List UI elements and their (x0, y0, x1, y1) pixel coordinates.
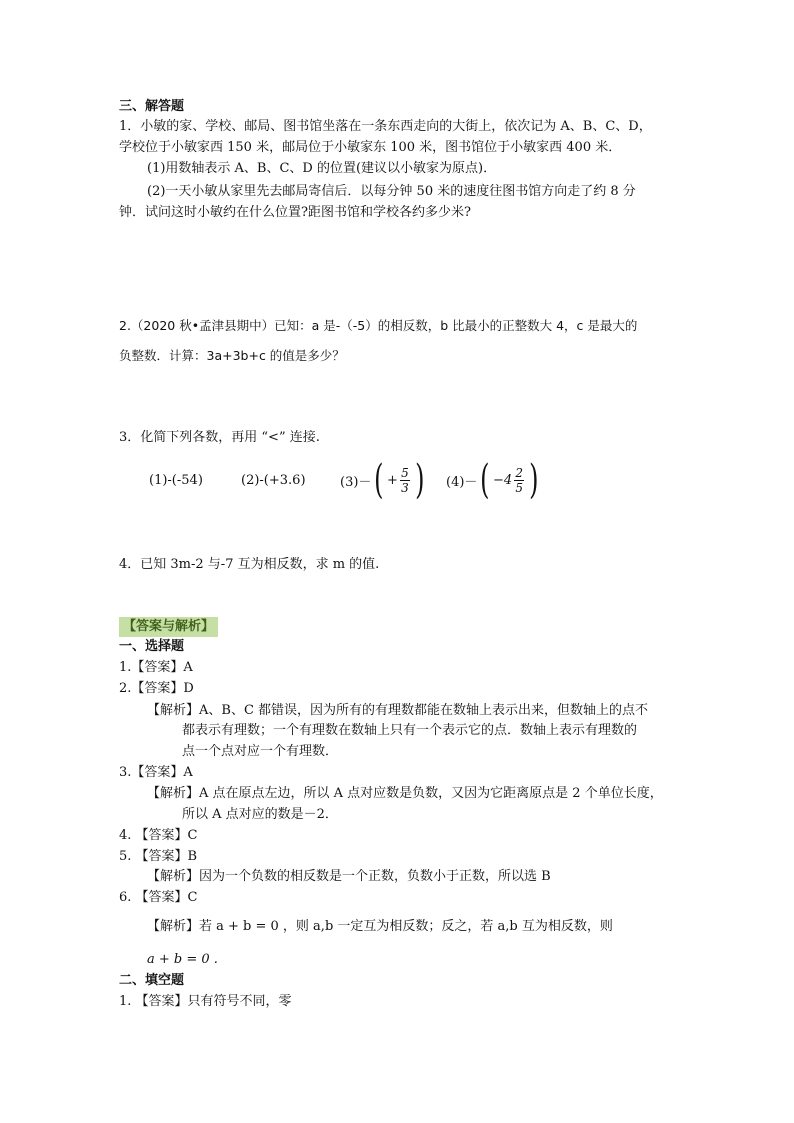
answer-5-exp: 【解析】因为一个负数的相反数是一个正数，负数小于正数，所以选 B (147, 869, 551, 884)
q1-line-5: 钟．试问这时小敏约在什么位置?距图书馆和学校各约多少米? (119, 205, 471, 220)
q3-item-4: (4)－ ( −4 $\frac{2}{5}$ ) (446, 457, 539, 503)
q1-line-1: 1．小敏的家、学校、邮局、图书馆坐落在一条东西走向的大街上，依次记为 A、B、C、D， (119, 119, 652, 134)
q4-line-1: 4．已知 3m-2 与-7 互为相反数，求 m 的值. (119, 557, 380, 572)
q3-line-1: 3．化简下列各数，再用 “<” 连接. (119, 430, 320, 445)
q1-line-4: (2)一天小敏从家里先去邮局寄信后．以每分钟 50 米的速度往图书馆方向走了约 8 分 (147, 184, 636, 199)
q1-line-2: 学校位于小敏家西 150 米，邮局位于小敏家东 100 米，图书馆位于小敏家西 400 米． (119, 140, 622, 155)
fill-answer-1: 1. 【答案】只有符号不同，零 (119, 994, 292, 1009)
answer-2-exp-2: 都表示有理数；一个有理数在数轴上只有一个表示它的点．数轴上表示有理数的 (182, 723, 638, 738)
answer-6: 6. 【答案】C (119, 890, 198, 905)
q2-line-1: 2.（2020 秋•孟津县期中）已知：a 是-（-5）的相反数，b 比最小的正整数大 4，c 是最大的 (119, 318, 638, 333)
answer-2: 2.【答案】D (119, 681, 194, 696)
q2-line-2: 负整数．计算：3a+3b+c 的值是多少？ (119, 348, 345, 363)
q3-item-3: (3)－ ( + $\frac{5}{3}$ ) (340, 457, 425, 503)
answers-part2-title: 二、填空题 (119, 973, 185, 988)
answer-3-exp-2: 所以 A 点对应的数是－2． (182, 807, 338, 822)
q3-item-1: (1)-(-54) (149, 472, 203, 488)
answer-2-exp-1: 【解析】A、B、C 都错误，因为所有的有理数都能在数轴上表示出来，但数轴上的点不 (147, 703, 649, 718)
answer-4: 4. 【答案】C (119, 828, 198, 843)
q1-line-3: (1)用数轴表示 A、B、C、D 的位置(建议以小敏家为原点)． (147, 161, 497, 176)
answers-part1-title: 一、选择题 (119, 639, 185, 654)
answer-1: 1.【答案】A (119, 660, 193, 675)
answer-2-exp-3: 点一个点对应一个有理数． (182, 744, 339, 759)
answers-tag: 【答案与解析】 (119, 617, 218, 637)
answer-5: 5. 【答案】B (119, 849, 198, 864)
answer-6-exp-2: a + b = 0 . (147, 952, 218, 967)
answer-6-exp-1: 【解析】若 a + b = 0 ，则 a,b 一定互为相反数；反之，若 a,b 互为相反数，则 (147, 919, 613, 934)
q3-item-2: (2)-(+3.6) (241, 472, 306, 488)
answer-3: 3.【答案】A (119, 765, 193, 780)
section-title-solve: 三、解答题 (119, 99, 185, 114)
answer-3-exp-1: 【解析】A 点在原点左边，所以 A 点对应数是负数，又因为它距离原点是 2 个单位长度， (147, 786, 663, 801)
